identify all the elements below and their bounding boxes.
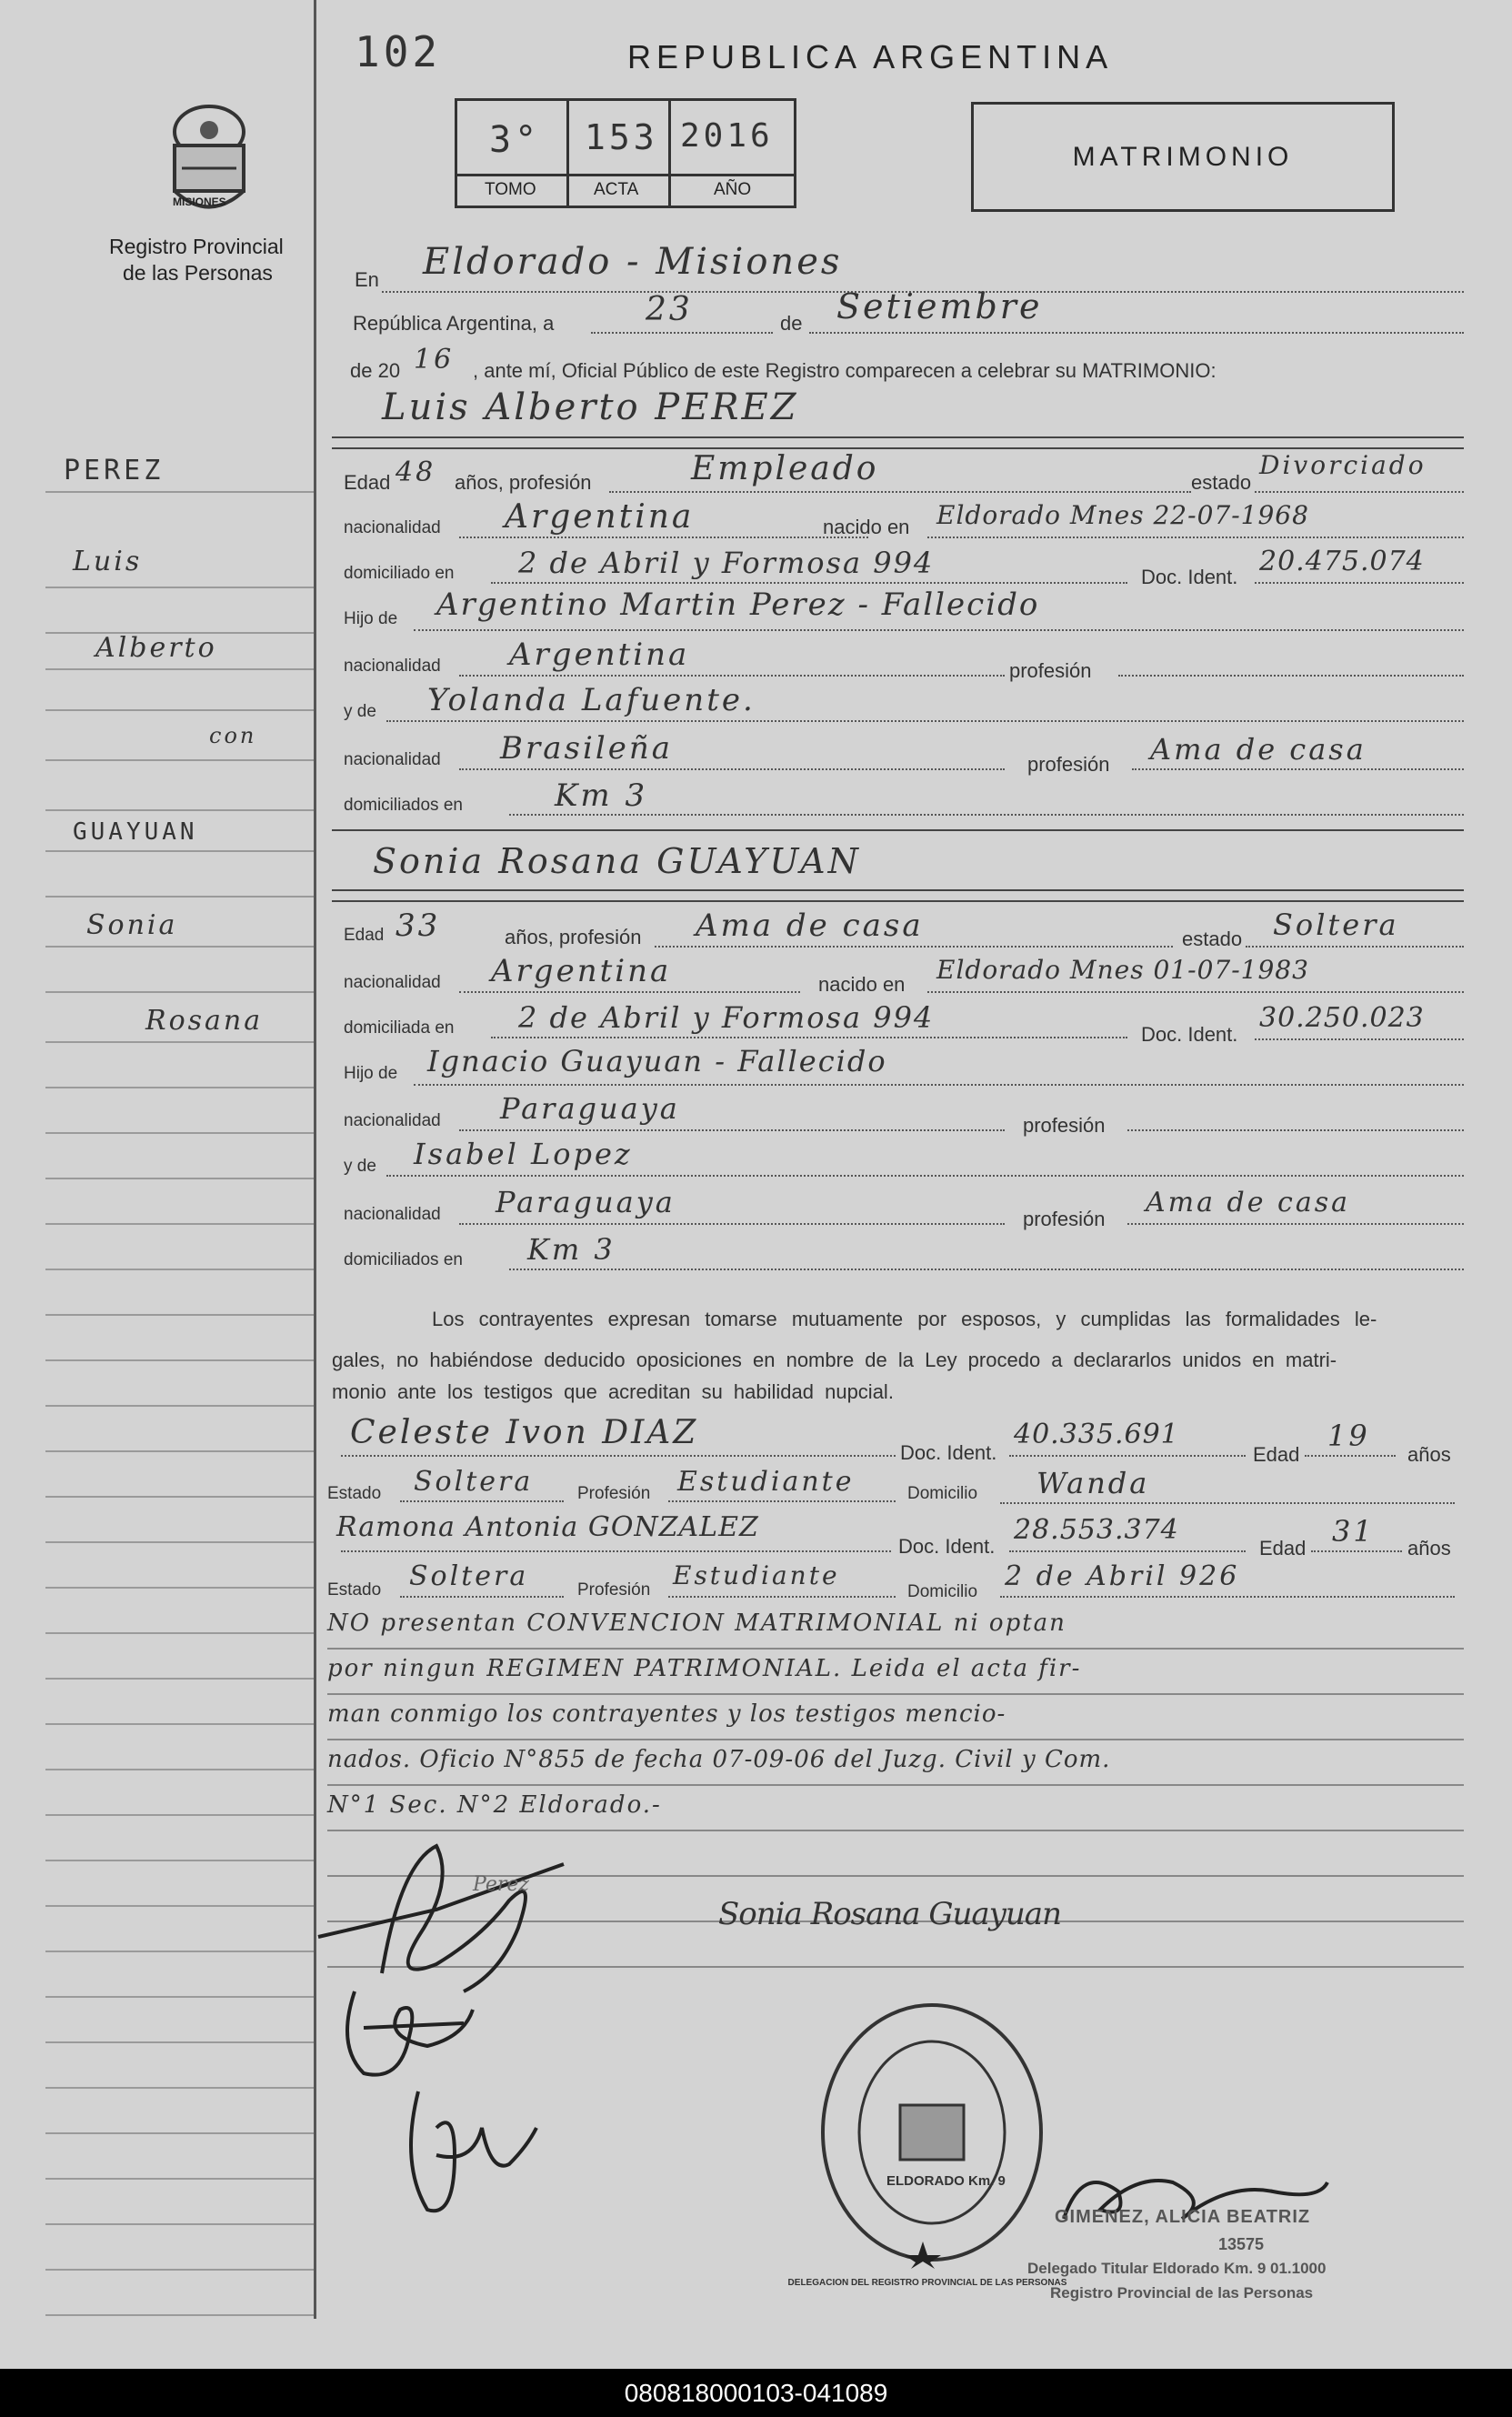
groom-nacido: Eldorado Mnes 22-07-1968 [936,500,1309,530]
witness1-anos-label: años [1407,1443,1451,1466]
de-label: de [780,312,803,335]
groom-edad: 48 [396,456,436,488]
witness1-name: Celeste Ivon DIAZ [350,1414,699,1451]
bride-nacido: Eldorado Mnes 01-07-1983 [936,955,1309,985]
margin-name1-bride: Sonia [86,909,178,941]
registry-name-line1: Registro Provincial [109,235,284,258]
month-value: Setiembre [836,286,1043,326]
bride-edad-label: Edad [344,926,385,945]
witness2-anos-label: años [1407,1537,1451,1560]
bride-padre: Ignacio Guayuan - Fallecido [427,1044,887,1078]
groom-domiciliados-label: domiciliados en [344,796,463,815]
declaration-line1: Los contrayentes expresan tomarse mutuamente por esposos, y cumplidas las formalidades le- [432,1308,1377,1330]
place-value: Eldorado - Misiones [423,241,843,283]
seal-caption: MISIONES [173,196,226,208]
bride-estado: Soltera [1273,908,1399,942]
bride-profesion: Ama de casa [696,908,924,944]
bride-nacionalidad-label: nacionalidad [344,973,441,992]
tomo-value: 3° [489,119,541,161]
official-title2: Registro Provincial de las Personas [1050,2284,1314,2302]
official-title: Delegado Titular Eldorado Km. 9 01.1000 [1027,2260,1327,2277]
groom-doc: 20.475.074 [1259,546,1425,577]
official-name: GIMENEZ, ALICIA BEATRIZ [1055,2207,1311,2227]
witness1-doc: 40.335.691 [1014,1419,1179,1450]
witness2-signature [382,2073,546,2228]
stamp-ring-text: DELEGACION DEL REGISTRO PROVINCIAL DE LAS PERSONAS [787,2278,1067,2288]
note-line-1: NO presentan CONVENCION MATRIMONIAL ni optan [327,1610,1066,1637]
stamp-inner-text: ELDORADO Km. 9 [886,2173,1006,2189]
note-line-3: man conmigo los contrayentes y los testigos mencio- [327,1700,1006,1728]
record-type-box [971,102,1395,212]
ante-text: , ante mí, Oficial Público de este Registro comparecen a celebrar su MATRIMONIO: [473,359,1217,382]
groom-madre-prof: Ama de casa [1150,732,1367,767]
bride-yde-label: y de [344,1157,376,1176]
bride-madre-nac-label: nacionalidad [344,1205,441,1224]
registry-name-line2: de las Personas [123,261,273,285]
bride-estado-label: estado [1182,928,1243,950]
official-stamp [814,1996,1050,2269]
bride-domicilio: 2 de Abril y Formosa 994 [518,1000,935,1035]
groom-yde-label: y de [344,702,376,721]
groom-nacionalidad: Argentina [505,498,695,536]
bride-doc-label: Doc. Ident. [1141,1023,1238,1046]
witness2-estado: Soltera [409,1560,529,1592]
witness2-profesion-label: Profesión [577,1580,651,1600]
groom-estado-label: estado [1191,471,1252,494]
groom-anos-profesion-label: años, profesión [455,471,592,494]
witness2-edad: 31 [1332,1514,1375,1549]
official-id: 13575 [1218,2235,1265,2253]
barcode-number-strip [0,2369,1512,2417]
witness1-profesion-label: Profesión [577,1484,651,1503]
official-signature [1046,2146,1337,2246]
witness2-profesion: Estudiante [673,1560,840,1590]
groom-nacionalidad-label: nacionalidad [344,518,441,537]
witness2-doc-label: Doc. Ident. [898,1535,996,1558]
groom-hijo-label: Hijo de [344,609,398,628]
acta-value: 153 [585,117,658,157]
bride-nacionalidad: Argentina [491,953,672,989]
margin-con: con [209,723,257,748]
declaration-line3: monio ante los testigos que acreditan su habilidad nupcial. [332,1380,894,1403]
bride-madre-prof-label: profesión [1023,1208,1106,1230]
witness1-estado-label: Estado [327,1484,382,1503]
groom-madre: Yolanda Lafuente. [427,682,756,718]
groom-profesion: Empleado [691,450,879,487]
en-label: En [355,268,379,291]
margin-surname-groom: PEREZ [64,455,165,486]
bride-hijo-label: Hijo de [344,1064,398,1083]
witness2-doc: 28.553.374 [1014,1514,1179,1546]
groom-padre-nac-label: nacionalidad [344,657,441,676]
witness2-edad-label: Edad [1259,1537,1307,1560]
witness2-domicilio: 2 de Abril 926 [1005,1560,1240,1592]
republica-label: República Argentina, a [353,312,555,335]
witness1-edad-label: Edad [1253,1443,1300,1466]
tomo-acta-anio-box [455,98,796,208]
country-title: REPUBLICA ARGENTINA [627,38,1114,75]
witness1-profesion: Estudiante [677,1466,855,1498]
groom-madre-nac: Brasileña [500,730,673,767]
bride-edad: 33 [396,908,441,944]
anio-label: AÑO [714,180,752,199]
year-prefix: de 20 [350,359,401,382]
groom-madre-nac-label: nacionalidad [344,750,441,769]
witness2-name: Ramona Antonia GONZALEZ [336,1511,759,1543]
anio-value: 2016 [680,117,774,155]
bride-padre-nac: Paraguaya [500,1091,680,1126]
groom-full-name: Luis Alberto PEREZ [382,386,799,428]
witness2-domicilio-label: Domicilio [907,1582,978,1601]
bride-signature: Sonia Rosana Guayuan [718,1896,1061,1932]
witness1-domicilio-label: Domicilio [907,1484,978,1503]
margin-name2-bride: Rosana [145,1005,264,1037]
margin-surname-bride: GUAYUAN [73,818,198,846]
tomo-label: TOMO [485,180,536,199]
bride-doc: 30.250.023 [1259,1002,1425,1034]
bride-domiciliada-label: domiciliada en [344,1018,455,1038]
bride-domiciliados-label: domiciliados en [344,1250,463,1269]
witness1-doc-label: Doc. Ident. [900,1441,997,1464]
witness2-estado-label: Estado [327,1580,382,1600]
bride-anos-profesion-label: años, profesión [505,926,642,948]
groom-madre-prof-label: profesión [1027,753,1110,776]
groom-padre-prof-label: profesión [1009,659,1092,682]
witness1-domicilio: Wanda [1036,1466,1150,1500]
year-suffix: 16 [414,344,455,376]
groom-edad-label: Edad [344,471,391,494]
bride-madre-nac: Paraguaya [496,1185,676,1219]
groom-domiciliado-label: domiciliado en [344,564,455,583]
bride-nacido-label: nacido en [818,973,906,996]
record-type: MATRIMONIO [1072,141,1294,172]
groom-signature-text: Perez [473,1873,529,1896]
bride-full-name: Sonia Rosana GUAYUAN [373,841,861,881]
bride-madre-prof: Ama de casa [1146,1187,1350,1219]
bride-padre-prof-label: profesión [1023,1114,1106,1137]
groom-estado: Divorciado [1259,450,1427,480]
note-line-4: nados. Oficio N°855 de fecha 07-09-06 del Juzg. Civil y Com. [327,1746,1111,1773]
note-line-2: por ningun REGIMEN PATRIMONIAL. Leida el acta fir- [327,1655,1082,1682]
note-line-5: N°1 Sec. N°2 Eldorado.- [327,1791,662,1819]
groom-padre: Argentino Martin Perez - Fallecido [436,587,1040,623]
margin-name1-groom: Luis [73,546,143,577]
declaration-line2: gales, no habiéndose deducido oposiciones en nombre de la Ley procedo a declararlos unidos en matri- [332,1349,1337,1371]
bride-padre-nac-label: nacionalidad [344,1111,441,1130]
bride-padres-domicilio: Km 3 [527,1232,616,1267]
page-number: 102 [355,27,442,76]
witness1-edad: 19 [1327,1419,1370,1453]
bride-madre: Isabel Lopez [414,1137,633,1171]
groom-doc-label: Doc. Ident. [1141,566,1238,588]
groom-padres-domicilio: Km 3 [555,777,648,814]
groom-padre-nac: Argentina [509,637,690,673]
groom-nacido-label: nacido en [823,516,910,538]
groom-domicilio: 2 de Abril y Formosa 994 [518,546,935,580]
witness1-estado: Soltera [414,1466,534,1498]
day-value: 23 [646,291,693,328]
acta-label: ACTA [594,180,639,199]
margin-name2-groom: Alberto [95,632,217,664]
barcode-number: 080818000103-041089 [624,2378,888,2407]
